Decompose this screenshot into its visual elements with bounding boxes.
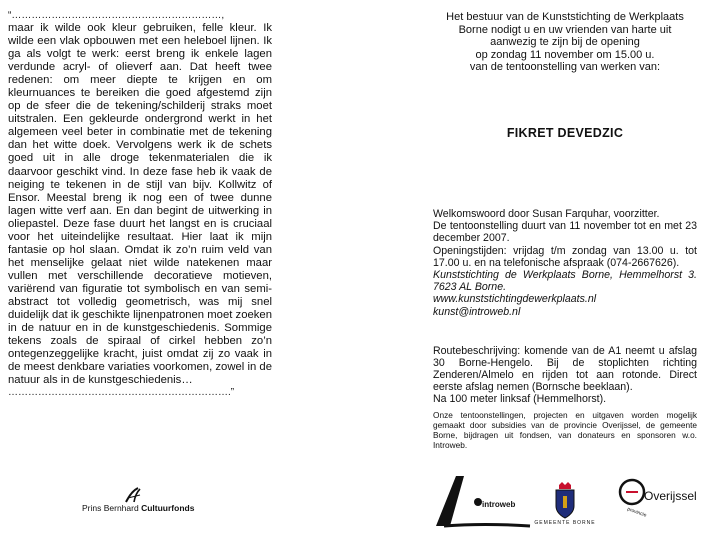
gemeente-borne-text: GEMEENTE BORNE xyxy=(534,520,596,526)
quote-close-dots: ………………………………………………………….” xyxy=(8,387,235,399)
overijssel-logo xyxy=(620,480,697,519)
artist-quote xyxy=(8,10,272,399)
overijssel-text: Overijssel xyxy=(644,489,697,503)
website-link[interactable]: www.kunststichtingdewerkplaats.nl xyxy=(433,293,597,306)
sponsors-text: Onze tentoonstellingen, projecten en uitgaven worden mogelijk gemaakt door subsidies van de provincie Overijssel, de gemeente Borne, bijdragen uit fondsen, van donateurs en sponsoren w.o. Introweb. xyxy=(433,410,697,450)
duration-text: De tentoonstelling duurt van 11 november tot en met 23 december 2007. xyxy=(433,220,697,245)
prins-bernhard-cultuurfonds-logo xyxy=(82,486,222,516)
route-text: Routebeschrijving: komende van de A1 neemt u afslag 30 Borne-Hengelo. Bij de stoplichten richting Zenderen/Almelo en rijden tot aan rotonde. Direct eerste afslag nemen (Bornsche beeklaan). xyxy=(433,345,697,394)
cultuurfonds-text: Cultuurfonds xyxy=(141,503,195,513)
invitation xyxy=(433,11,697,74)
welcome-text: Welkomswoord door Susan Farquhar, voorzitter. xyxy=(433,208,660,220)
cultuurfonds-mark-icon xyxy=(82,486,222,504)
exhibition-info xyxy=(433,208,697,318)
quote-open-dots: “………………………………………………………, xyxy=(8,10,225,21)
prins-bernhard-text: Prins Bernhard xyxy=(82,503,139,513)
crown-icon xyxy=(559,482,571,489)
invite-line-2: Borne nodigt u en uw vrienden van harte uit xyxy=(458,23,672,36)
email-link[interactable]: kunst@introweb.nl xyxy=(433,305,521,318)
gemeente-borne-logo xyxy=(534,482,595,526)
sponsor-logos xyxy=(430,470,705,528)
introweb-logo xyxy=(436,476,530,526)
address-text: Kunststichting de Werkplaats Borne, Hemmelhorst 3. 7623 AL Borne. xyxy=(433,269,697,294)
provincie-text: provincie xyxy=(626,506,648,519)
introweb-text: introweb xyxy=(482,500,516,509)
invite-line-3: aanwezig te zijn bij de opening xyxy=(490,36,640,49)
quote-body: maar ik wilde ook kleur gebruiken, felle kleur. Ik wilde een vlak opbouwen met een heleboel lijnen. Ik ga als volgt te werk: eerst breng ik enkele lagen verdunde acryl- of olieverf aan. Dat heeft twee redenen: om meer diepte te krijgen en om kleurnuances te bereiken die goed afgestemd zijn op de sfeer die de tekening/schilderij straks moet uitstralen. Een gekleurde ondergrond werkt in het algemeen veel beter in combinatie met de tekening dan het witte doek. Vervolgens werk ik de schets goed uit in alle droge tekenmaterialen die ik daarvoor geschikt vind. In deze fase heb ik vaak de neiging te tekenen in de stijl van bijv. Kollwitz of Ensor. Meestal breng ik nog een of twee dunne lagen witte verf aan. En dan begint de uitwerking in oliepastel. Deze fase duurt het langst en is cruciaal voor het uiteindelijke resultaat. Hier laat ik mijn fantasie op hol slaan. Omdat ik zo’n ruim veld van het menselijke gelaat niet wilde natekenen maar vullen met verschillende decoratieve motieven, variërend van figuratie tot symbolisch en van semi-abstract tot volledig geometrisch, was mij snel duidelijk dat ik geschikte lijnenpatronen moet zoeken in de natuur en in de kunstgeschiedenis. Sommige tekens zoals de spiraal of cirkel hebben zo’n ontegenzeggelijke kracht, juist omdat zij zo vaak in de meest denkbare variaties voorkomen, zowel in de natuur als in de kunstgeschiedenis… xyxy=(8,22,272,387)
route-description xyxy=(433,345,697,405)
invite-line-5: van de tentoonstelling van werken van: xyxy=(469,61,661,74)
sponsors-note xyxy=(433,410,697,450)
invite-line-4: op zondag 11 november om 15.00 u. xyxy=(475,48,655,61)
invite-line-1: Het bestuur van de Kunststichting de Werkplaats xyxy=(446,11,684,23)
artist-name: FIKRET DEVEDZIC xyxy=(506,126,624,140)
route-last: Na 100 meter linksaf (Hemmelhorst). xyxy=(433,393,607,406)
hours-text: Openingstijden: vrijdag t/m zondag van 13.00 u. tot 17.00 u. en na telefonische afspraak (074-2667626). xyxy=(433,244,697,269)
introweb-swoosh-icon xyxy=(436,476,464,526)
introweb-dot-icon xyxy=(474,498,482,506)
